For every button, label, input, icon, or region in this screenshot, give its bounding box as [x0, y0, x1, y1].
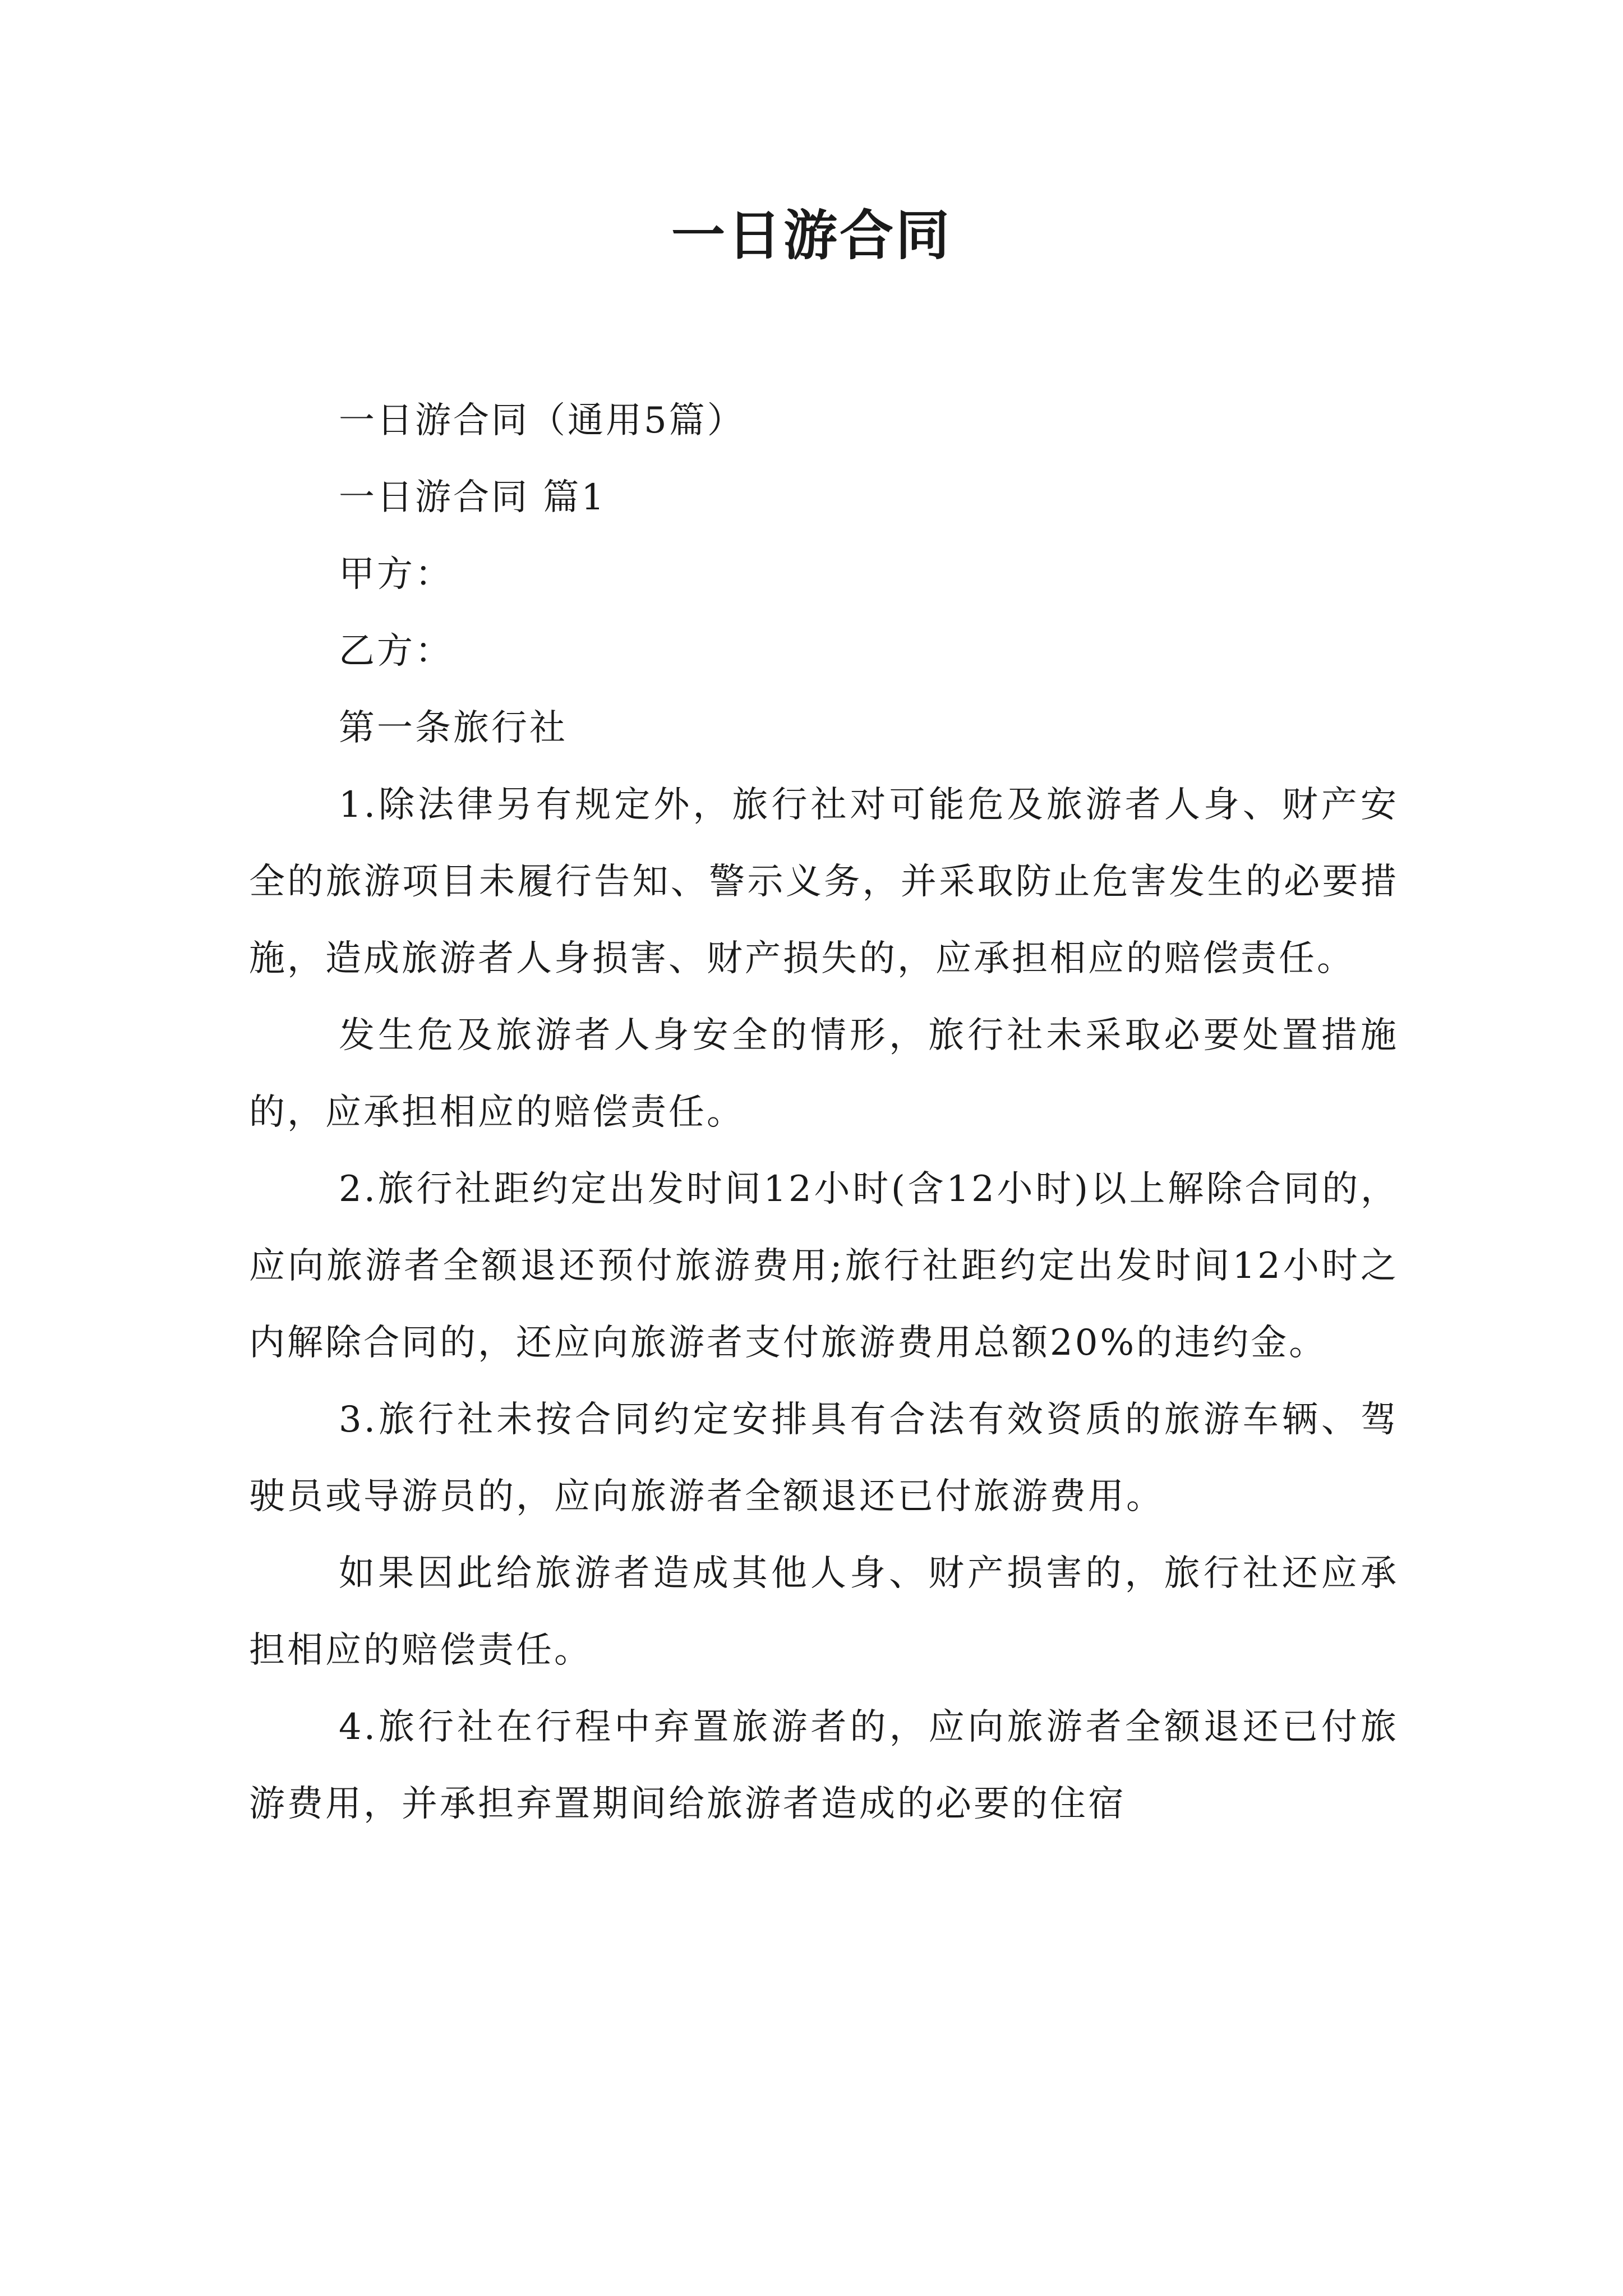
party-b-line: 乙方：: [339, 631, 453, 672]
article-heading: 第一条旅行社: [339, 707, 568, 749]
party-a-line: 甲方：: [339, 554, 453, 595]
paragraph: 4.旅行社在行程中弃置旅游者的，应向旅游者全额退还已付旅游费用，并承担弃置期间给旅游者造成的必要的住宿: [249, 1706, 1399, 1825]
paragraph: 3.旅行社未按合同约定安排具有合法有效资质的旅游车辆、驾驶员或导游员的，应向旅游者全额退还已付旅游费用。: [249, 1399, 1399, 1517]
document-title: 一日游合同: [671, 204, 952, 267]
paragraph: 2.旅行社距约定出发时间12小时(含12小时)以上解除合同的，应向旅游者全额退还预付旅游费用;旅行社距约定出发时间12小时之内解除合同的，还应向旅游者支付旅游费用总额20%的违约金。: [249, 1168, 1399, 1364]
paragraph: 1.除法律另有规定外，旅行社对可能危及旅游者人身、财产安全的旅游项目未履行告知、警示义务，并采取防止危害发生的必要措施，造成旅游者人身损害、财产损失的，应承担相应的赔偿责任。: [249, 784, 1399, 979]
document-subtitle: 一日游合同（通用5篇）: [339, 400, 745, 441]
paragraph: 如果因此给旅游者造成其他人身、财产损害的，旅行社还应承担相应的赔偿责任。: [249, 1553, 1399, 1671]
paragraph: 发生危及旅游者人身安全的情形，旅行社未采取必要处置措施的，应承担相应的赔偿责任。: [249, 1015, 1399, 1133]
section-heading: 一日游合同 篇1: [339, 477, 607, 518]
document-body: [249, 383, 1399, 1843]
